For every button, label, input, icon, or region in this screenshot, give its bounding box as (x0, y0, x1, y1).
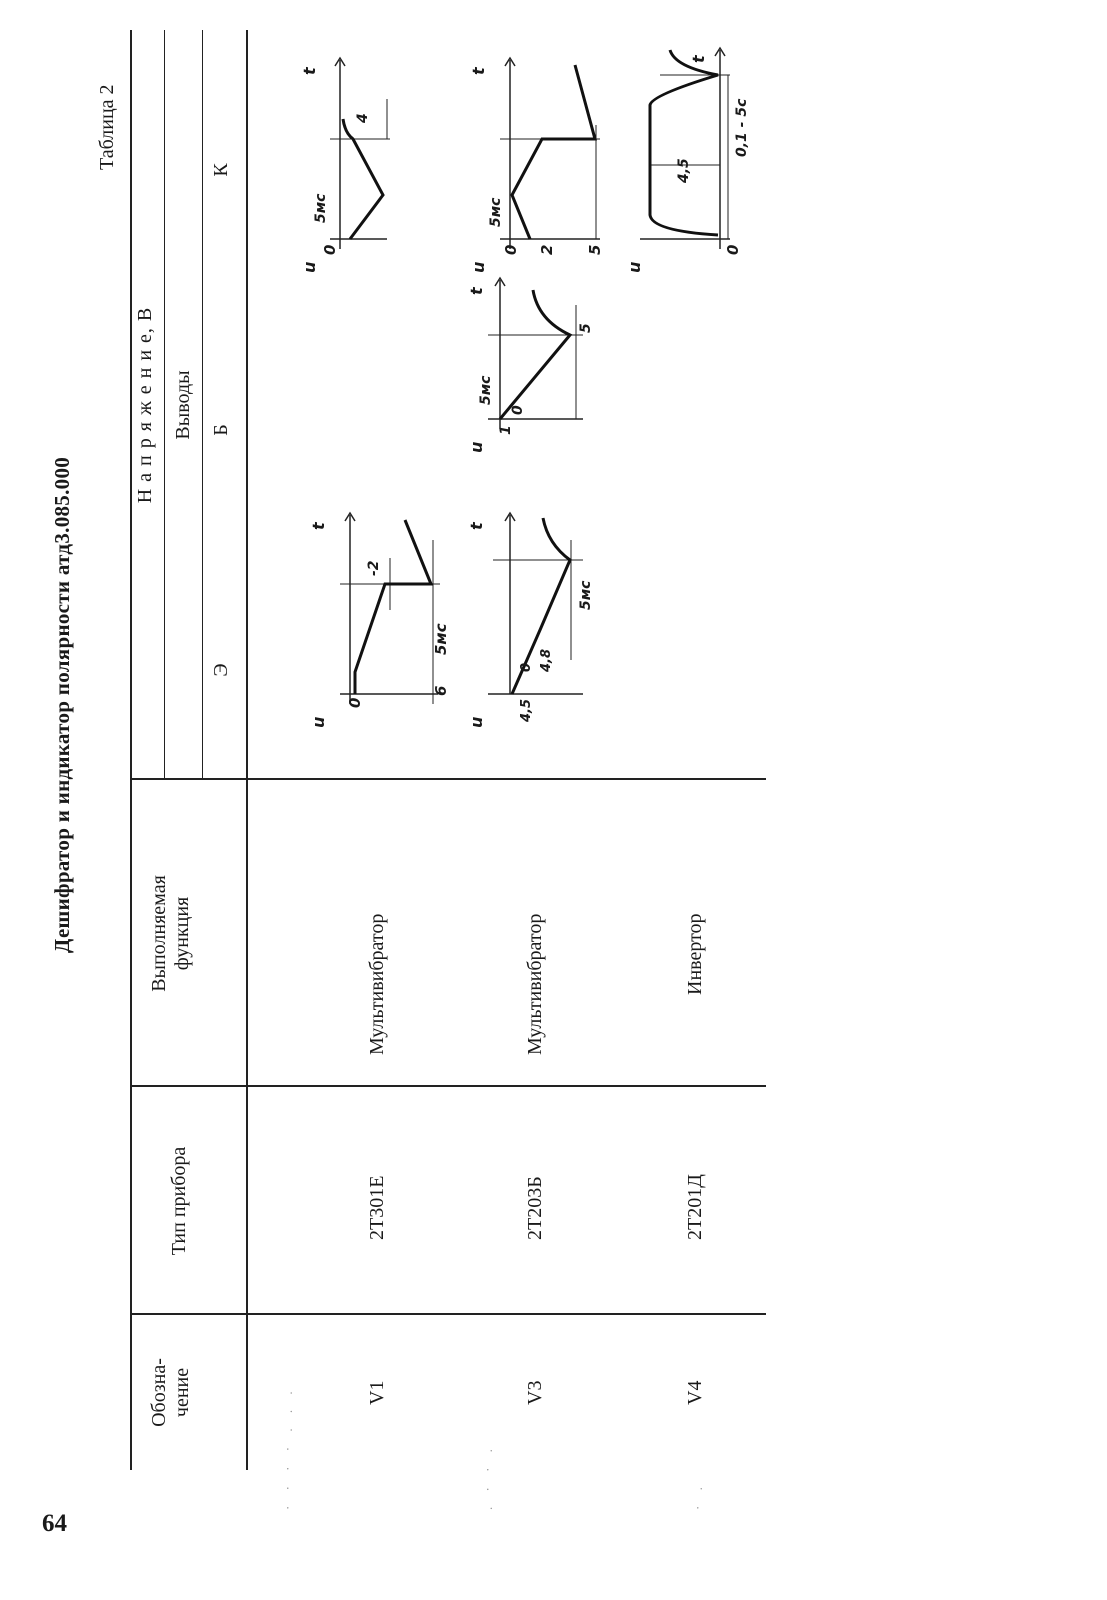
svg-text:2: 2 (538, 244, 556, 255)
rule-header-bottom (246, 30, 248, 1470)
svg-text:5мс: 5мс (313, 193, 329, 223)
col-sep-3 (130, 778, 766, 780)
row-v3-designation: V3 (524, 1380, 546, 1405)
scan-speck: . · · . (480, 1443, 495, 1510)
header-voltage: Н а п р я ж е н и е, В (134, 306, 156, 504)
svg-text:u: u (309, 716, 328, 728)
svg-text:u: u (467, 716, 486, 728)
header-designation: Обозна- чение (148, 1358, 193, 1427)
row-v4-designation: V4 (684, 1380, 706, 1405)
waveform-v1-emitter (300, 500, 450, 730)
svg-text:t: t (467, 522, 486, 530)
rule-top (130, 30, 132, 1470)
svg-text:1: 1 (498, 425, 514, 435)
svg-text:0: 0 (346, 697, 364, 708)
svg-text:4: 4 (355, 113, 371, 123)
header-base: Б (210, 424, 232, 436)
rule-terminals-under (202, 30, 203, 780)
svg-text:4,8: 4,8 (539, 648, 554, 672)
waveform-v3-emitter (458, 500, 598, 730)
row-v1-device-type: 2Т301Е (366, 1175, 388, 1240)
header-terminals: Выводы (172, 370, 194, 440)
page-number: 64 (42, 1510, 67, 1537)
row-v1-designation: V1 (366, 1380, 388, 1405)
svg-text:5мс: 5мс (478, 375, 494, 405)
svg-text:0: 0 (519, 662, 534, 672)
col-sep-1 (130, 1313, 766, 1315)
row-v4-device-type: 2Т201Д (684, 1174, 706, 1240)
svg-text:t: t (689, 55, 708, 63)
table-title: Дешифратор и индикатор полярности атд3.085.000 (50, 456, 74, 954)
svg-text:4,5: 4,5 (519, 698, 534, 722)
header-collector: К (210, 163, 232, 177)
scan-speck: · · · · . . . (280, 1385, 295, 1510)
svg-text:5мс: 5мс (432, 623, 450, 655)
svg-text:u: u (469, 261, 488, 273)
svg-text:5мс: 5мс (488, 197, 504, 227)
svg-text:0,1 - 5с: 0,1 - 5с (734, 98, 750, 157)
svg-text:4,5: 4,5 (676, 158, 692, 183)
svg-text:-2: -2 (366, 560, 382, 576)
header-emitter: Э (210, 663, 232, 677)
svg-text:u: u (625, 261, 644, 273)
svg-text:0: 0 (321, 244, 339, 255)
svg-text:t: t (309, 522, 328, 530)
svg-text:t: t (467, 287, 486, 295)
svg-text:t: t (469, 67, 488, 75)
svg-text:u: u (300, 261, 319, 273)
waveform-v4-collector (620, 35, 770, 275)
svg-text:0: 0 (724, 244, 742, 255)
svg-text:t: t (300, 67, 319, 75)
row-v4-function: Инвертор (684, 913, 706, 995)
header-function: Выполняемая функция (148, 875, 193, 992)
header-device-type: Тип прибора (168, 1146, 190, 1256)
svg-text:0: 0 (510, 405, 526, 415)
svg-text:5мс: 5мс (578, 580, 594, 610)
svg-text:0: 0 (502, 244, 520, 255)
row-v1-function: Мультивибратор (366, 913, 388, 1055)
svg-text:5: 5 (578, 323, 594, 333)
waveform-v3-base (458, 265, 598, 455)
waveform-v3-collector (460, 45, 610, 275)
col-sep-2 (130, 1085, 766, 1087)
svg-text:6: 6 (432, 685, 450, 696)
rule-voltage-under (164, 30, 165, 780)
row-v3-device-type: 2Т203Б (524, 1176, 546, 1240)
table-label: Таблица 2 (96, 84, 118, 170)
row-v3-function: Мультивибратор (524, 913, 546, 1055)
scan-speck: · . (690, 1481, 705, 1510)
waveform-v1-collector (295, 45, 405, 275)
svg-text:5: 5 (586, 244, 604, 255)
svg-text:u: u (467, 441, 486, 453)
